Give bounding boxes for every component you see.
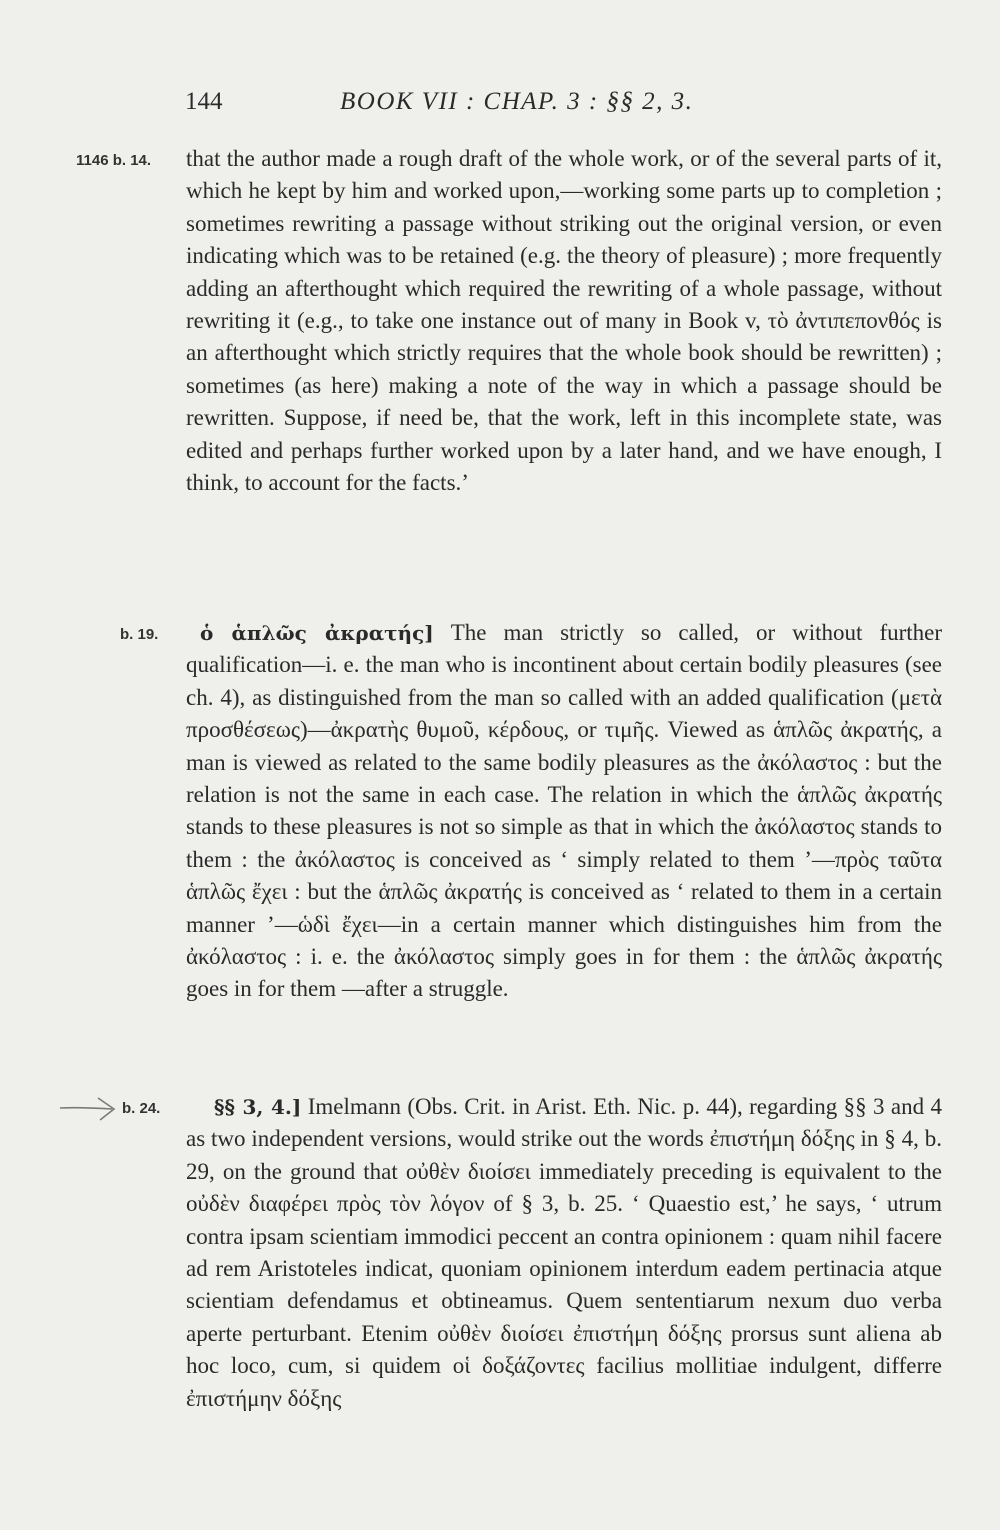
page-header [0,88,1000,128]
note-text: The man strictly so called, or without further qualification—i. e. the man who is incontinent about certain bodily pleasures (see ch. 4), as distinguished from the man so called with an added qualification (μετὰ προσθέσεως)—ἀκρατὴς θυμοῦ, κέρδους, or τιμῆς. Viewed as ἁπλῶς ἀκρατής, a man is viewed as related to the same bodily pleasures as the ἀκόλαστος : but the relation is not the same in each case. The relation in which the ἁπλῶς ἀκρατής stands to these pleasures is not so simple as that in which the ἀκόλαστος stands to them : the ἀκόλαστος is conceived as ‘ simply related to them ’—πρὸς ταῦτα ἁπλῶς ἔχει : but the ἁπλῶς ἀκρατής is conceived as ‘ related to them in a certain manner ’—ὡδὶ ἔχει—in a certain manner which distinguishes him from the ἀκόλαστος : i. e. the ἀκόλαστος simply goes in for them : the ἁπλῶς ἀκρατής goes in for them —after a struggle. [186,620,943,1002]
note-text: that the author made a rough draft of the whole work, or of the several parts of it, which he kept by him and worked upon,—working some parts up to completion ; sometimes rewriting a passage without striking out the original version, or even indicating which was to be retained (e.g. the theory of pleasure) ; more frequently adding an afterthought which required the rewriting of a whole passage, without rewriting it (e.g., to take one instance out of many in Book v, τὸ ἀντιπεπονθός is an afterthought which strictly requires that the whole book should be rewritten) ; sometimes (as here) making a note of the way in which a passage should be rewritten. Suppose, if need be, that the work, left in this incomplete state, was edited and perhaps further worked upon by a later hand, and we have enough, I think, to account for the facts.’ [186,146,942,496]
running-head: BOOK VII : CHAP. 3 : §§ 2, 3. [340,88,694,115]
line-reference: b. 19. [120,626,159,643]
note-paragraph [186,617,942,1006]
lemma: ὁ ἁπλῶς ἀκρατής] [200,621,434,645]
note-text: Imelmann (Obs. Crit. in Arist. Eth. Nic. p. 44), regarding §§ 3 and 4 as two independent versions, would strike out the words ἐπιστήμη δόξης in § 4, b. 29, on the ground that οὐθὲν διοίσει immediately preceding is equivalent to the οὐδὲν διαφέρει πρὸς τὸν λόγον of § 3, b. 25. ‘ Quaestio est,’ he says, ‘ utrum contra ipsam scientiam immodici peccent an contra opinionem : quam nihil facere ad rem Aristoteles indicat, quoniam opinionem interdum eadem pertinacia atque scientiam defendamus et obtineamus. Quem sententiarum nexum duo verba aperte perturbant. Etenim οὐθὲν διοίσει ἐπιστήμη δόξης prorsus sunt aliena ab hoc loco, cum, si quidem οἱ δοξάζοντες facilius mollitiae indulgent, differre ἐπιστήμην δόξης [186,1094,942,1411]
page-number: 144 [185,88,223,115]
note-paragraph [186,1091,942,1415]
line-reference: 1146 b. 14. [76,152,152,169]
line-reference: b. 24. [122,1100,161,1117]
lemma: §§ 3, 4.] [214,1095,302,1119]
hand-drawn-arrow-icon [58,1092,118,1126]
